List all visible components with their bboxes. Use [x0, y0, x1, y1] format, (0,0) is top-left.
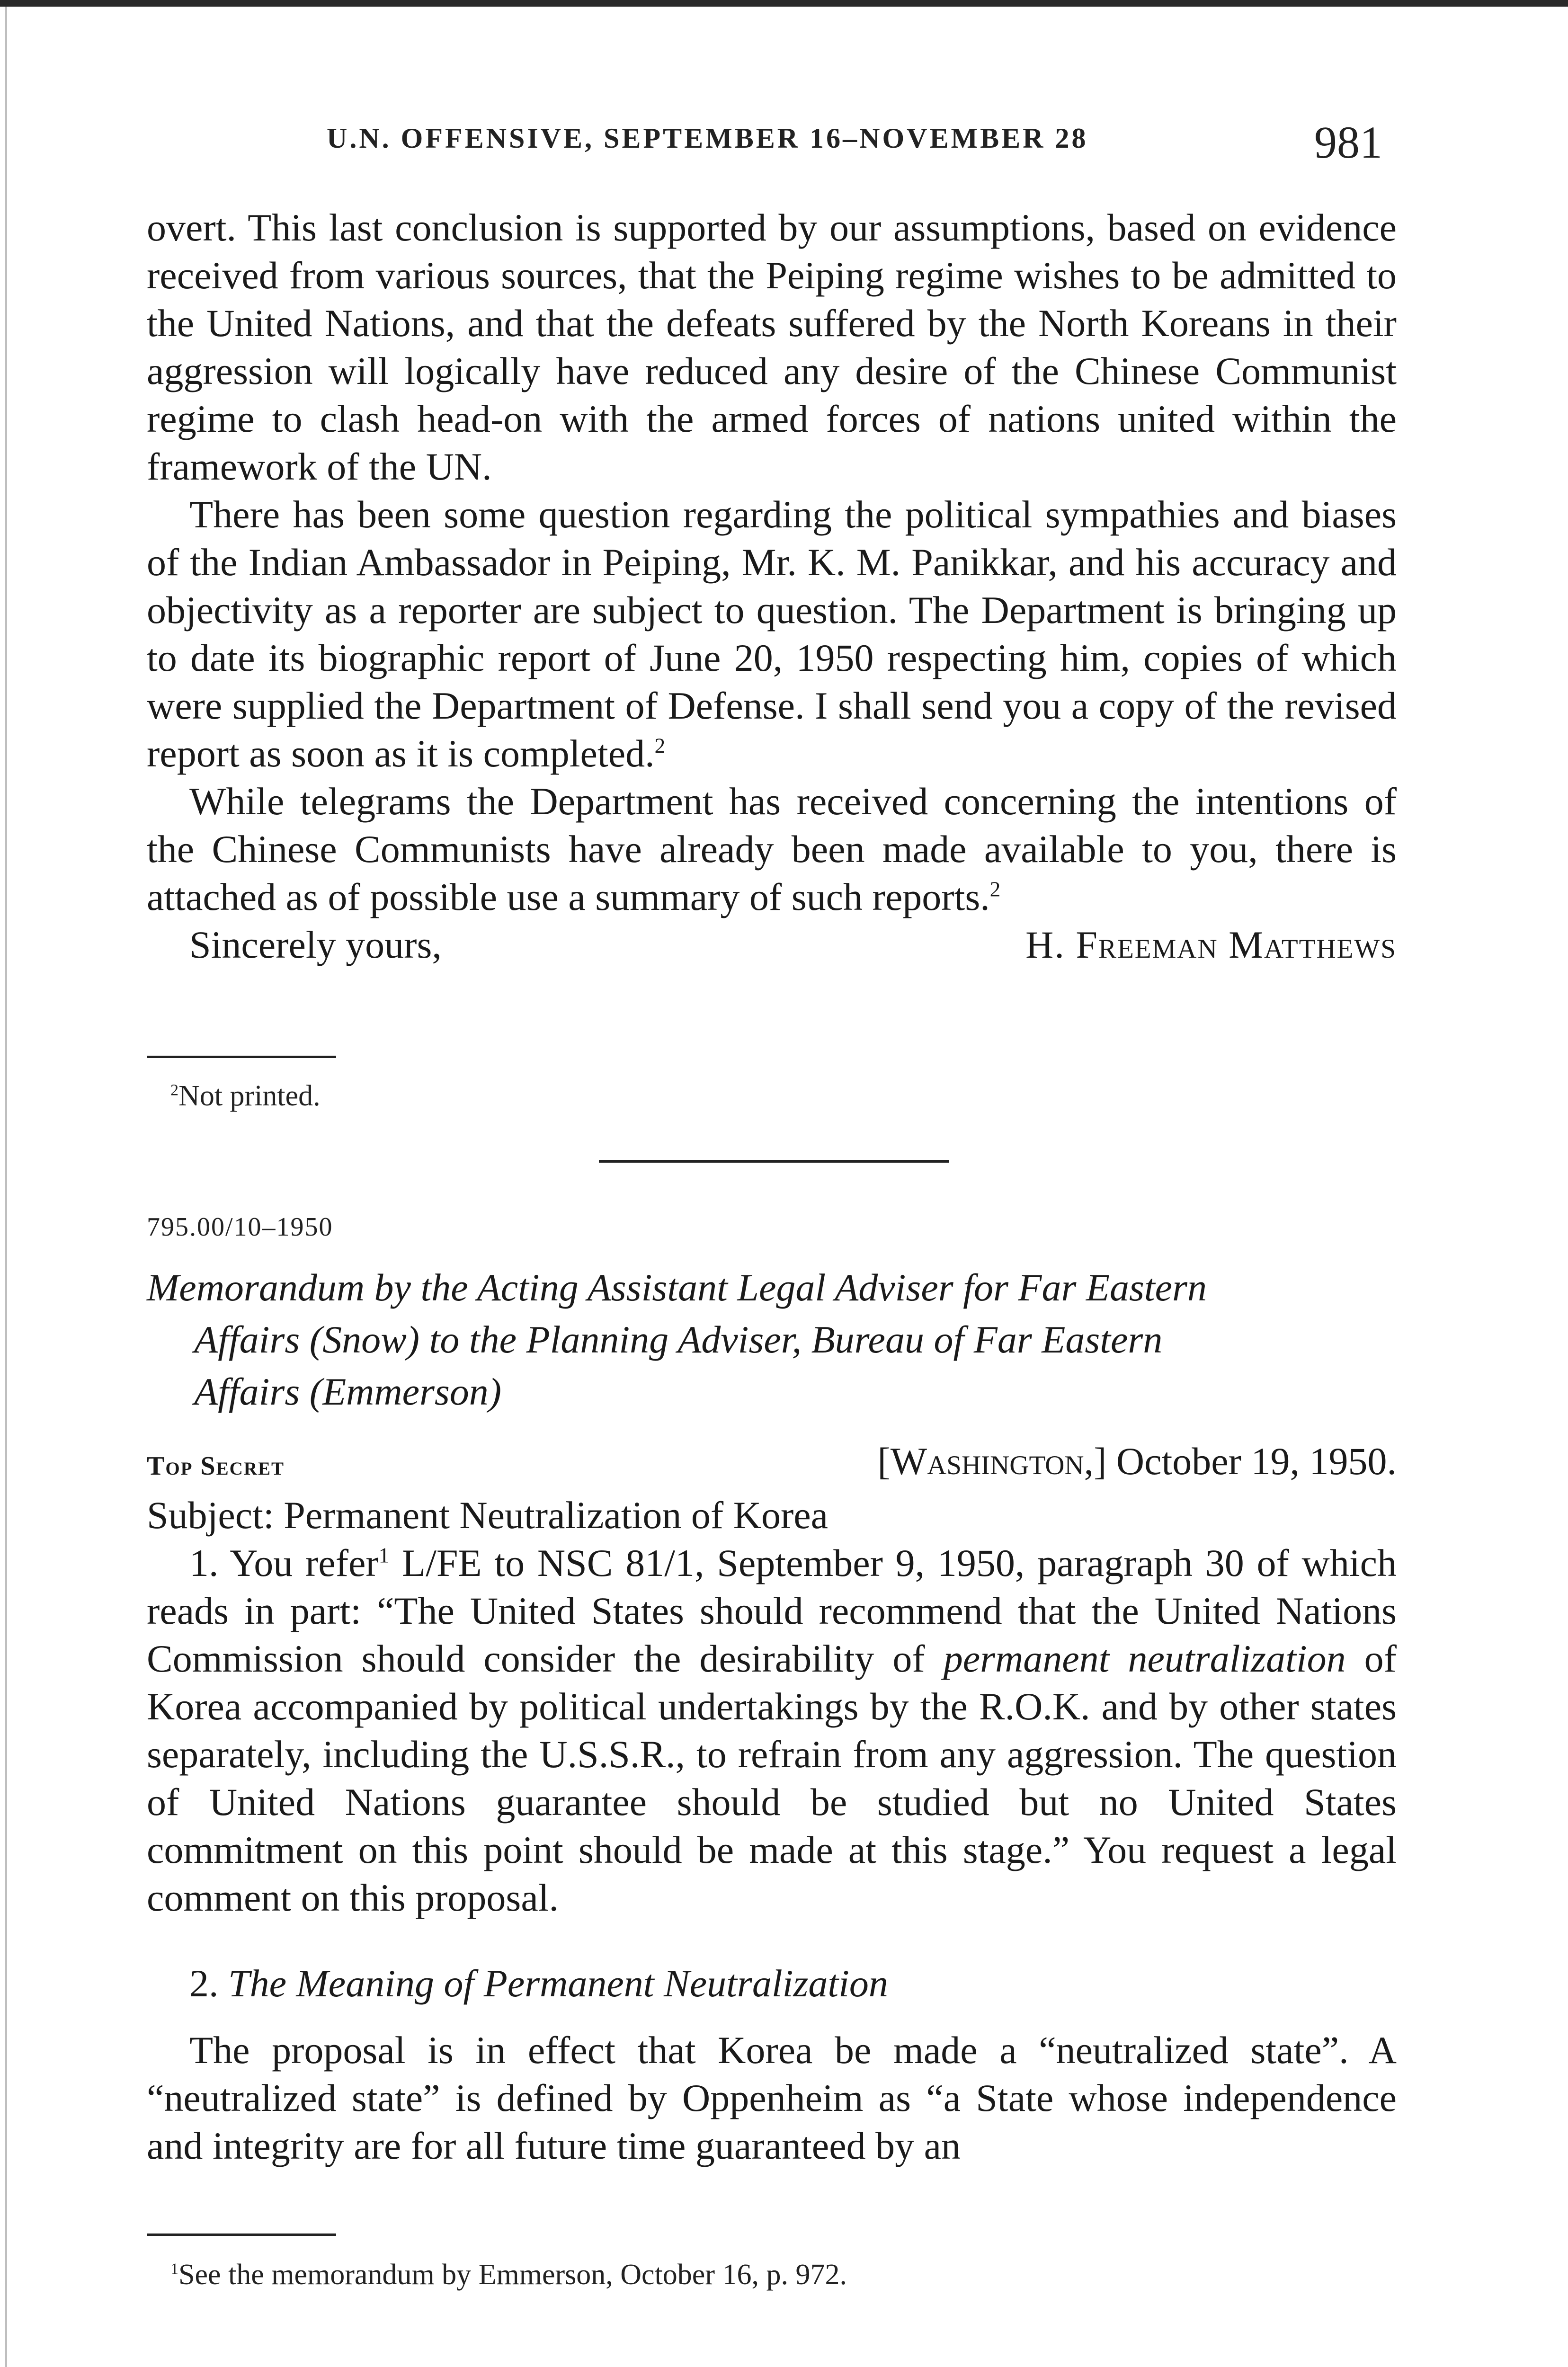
dateline-date: October 19, 1950.: [1116, 1440, 1397, 1483]
letter-paragraph-1: overt. This last conclusion is supported by our assumptions, based on evidence received from various sources, that the Peiping regime wishes to be admitted to the United Nations, and that the defeats suffered by the North Koreans in their aggression will logically have reduced any desire of the Chinese Communist regime to clash head-on with the armed forces of nations united within the framework of the UN.: [147, 206, 1397, 488]
dateline: [877, 1439, 1397, 1484]
closing: Sincerely yours,: [189, 923, 442, 966]
section-heading-2: [147, 1959, 1397, 2007]
memo-title-line: Affairs (Emmerson): [194, 1370, 502, 1413]
footnote-rule: [147, 1056, 336, 1058]
section-divider: [599, 1160, 949, 1163]
subject-line: [147, 1491, 1397, 1539]
footnote-ref: 2: [989, 877, 1001, 901]
memo-title: [147, 1262, 1397, 1418]
memo-p1-start: 1. You refer: [189, 1541, 379, 1584]
memo-title-line: Memorandum by the Acting Assistant Legal Adviser for Far Eastern: [147, 1266, 1207, 1309]
letter-body: [147, 204, 1397, 969]
scan-edge: [5, 7, 7, 2367]
classification: Top Secret: [147, 1451, 285, 1481]
subject-text: Permanent Neutralization of Korea: [284, 1494, 829, 1537]
footnote-ref: 2: [654, 734, 666, 758]
page-number: 981: [1314, 117, 1382, 168]
signature: H. Freeman Matthews: [1025, 923, 1397, 966]
memo-body: [147, 1491, 1397, 2170]
letter-paragraph-3-text: While telegrams the Department has received concerning the intentions of the Chinese Communists have already been made available to you, there is attached as of possible use a summary of such reports.: [147, 780, 1397, 918]
footnote-text: Not printed.: [178, 1080, 321, 1112]
memo-p1-middle: L/FE to NSC 81/1, September 9, 1950, paragraph 30 of which reads in part: “The United States should recommend that the United Nations Commission should consider the desirability of: [147, 1541, 1397, 1680]
section-number: 2.: [189, 1962, 219, 2005]
footnote-marker: 1: [170, 2260, 179, 2278]
top-border: [0, 0, 1568, 7]
footnote-bottom: [170, 2258, 847, 2292]
footnote-top: [170, 1079, 321, 1113]
memo-paragraph-1: [147, 1539, 1397, 1922]
letter-paragraph-3: [147, 777, 1397, 921]
letter-paragraph-2: [147, 490, 1397, 777]
footnote-ref: 1: [378, 1543, 390, 1567]
footnote-marker: 2: [170, 1081, 179, 1099]
footnote-text: See the memorandum by Emmerson, October 16, p. 972.: [178, 2259, 847, 2291]
running-head: U.N. OFFENSIVE, SEPTEMBER 16–NOVEMBER 28: [327, 123, 1088, 154]
memo-paragraph-2: The proposal is in effect that Korea be made a “neutralized state”. A “neutralized state” is defined by Oppenheim as “a State whose independence and integrity are for all future time guaranteed by an: [147, 2029, 1397, 2167]
dateline-place: [Washington,]: [877, 1440, 1107, 1483]
letter-paragraph-2-text: There has been some question regarding the political sympathies and biases of the Indian Ambassador in Peiping, Mr. K. M. Panikkar, and his accuracy and objectivity as a reporter are subject to question. The Department is bringing up to date its biographic report of June 20, 1950 respecting him, copies of which were supplied the Department of Defense. I shall send you a copy of the revised report as soon as it is completed.: [147, 493, 1397, 775]
memo-title-line: Affairs (Snow) to the Planning Adviser, Bureau of Far Eastern: [194, 1318, 1163, 1361]
section-title: The Meaning of Permanent Neutralization: [228, 1962, 888, 2005]
footnote-rule-bottom: [147, 2234, 336, 2236]
signoff: [147, 921, 1397, 969]
memo-p1-emphasis: permanent neutralization: [943, 1637, 1346, 1680]
file-number: 795.00/10–1950: [147, 1212, 333, 1242]
subject-label: Subject:: [147, 1494, 274, 1537]
memo-p1-end: of Korea accompanied by political undertakings by the R.O.K. and by other states separately, including the U.S.S.R., to refrain from any aggression. The question of United Nations guarantee should be studied but no United States commitment on this point should be made at this stage.” You request a legal comment on this proposal.: [147, 1637, 1397, 1919]
